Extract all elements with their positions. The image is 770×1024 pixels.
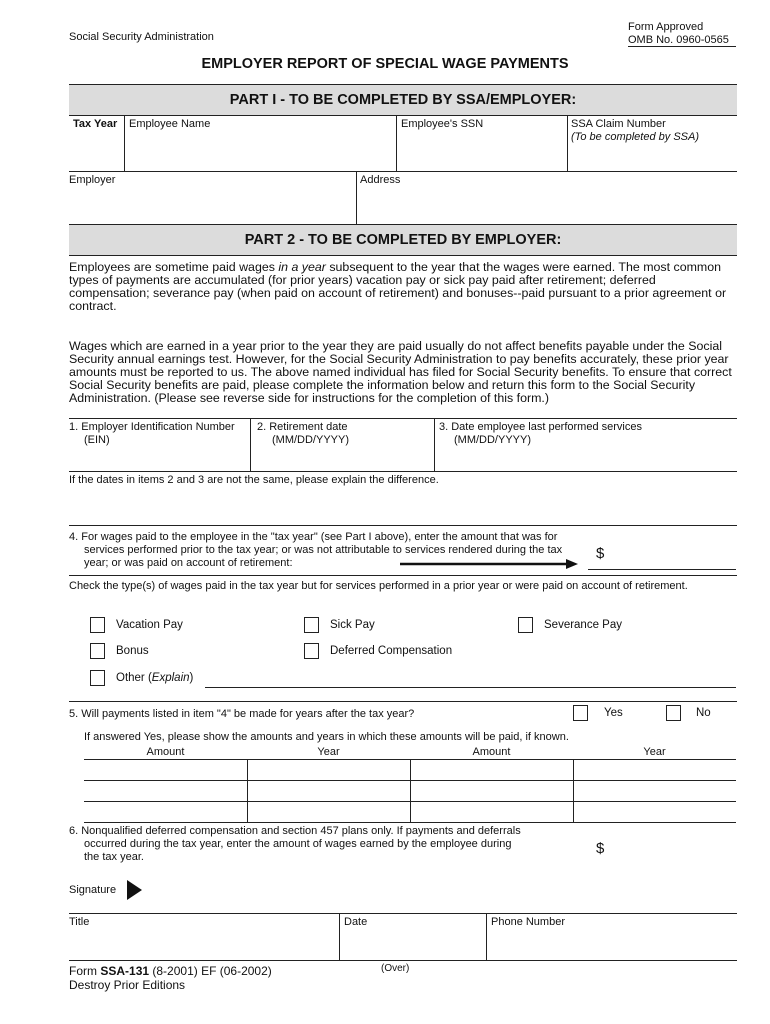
item3-sublabel: (MM/DD/YYYY) bbox=[454, 434, 531, 446]
vacation-pay-checkbox[interactable] bbox=[90, 617, 105, 633]
column-header-year: Year bbox=[643, 746, 666, 758]
over-note: (Over) bbox=[381, 963, 410, 974]
if-yes-label: If answered Yes, please show the amounts and years in which these amounts will be paid, if known. bbox=[84, 731, 569, 743]
claim-number-note: (To be completed by SSA) bbox=[571, 131, 699, 143]
employee-ssn-label: Employee's SSN bbox=[401, 118, 484, 130]
last-service-date-field[interactable] bbox=[435, 446, 737, 470]
address-label: Address bbox=[360, 174, 401, 186]
item1-sublabel: (EIN) bbox=[84, 434, 110, 446]
item6-label-line3: the tax year. bbox=[84, 851, 144, 863]
explain-field[interactable] bbox=[69, 488, 737, 524]
instruction-paragraph: Wages which are earned in a year prior to the year they are paid usually do not affect benefits payable under the Social Security annual earnings test. However, for the Social Security Administration to pay benefits accurately, these prior year amounts must be reported to us. The above named individual has filed for Social Security benefits. To ensure that correct Social Security benefits are paid, please complete the information below and return this form to the Social Security Administration. (Please see reverse side for instructions for the completion of this form.) bbox=[69, 339, 732, 405]
bonus-label: Bonus bbox=[116, 645, 149, 657]
amount-cell-2[interactable] bbox=[411, 760, 573, 822]
column-header-year: Year bbox=[317, 746, 340, 758]
part1-heading: PART I - TO BE COMPLETED BY SSA/EMPLOYER: bbox=[69, 84, 737, 116]
phone-field[interactable] bbox=[487, 930, 736, 958]
sick-pay-checkbox[interactable] bbox=[304, 617, 319, 633]
date-field[interactable] bbox=[340, 930, 486, 958]
signature-field[interactable] bbox=[150, 876, 736, 912]
item4-label-line3: year; or was paid on account of retirement: bbox=[84, 557, 293, 569]
vacation-pay-label: Vacation Pay bbox=[116, 619, 183, 631]
date-label: Date bbox=[344, 916, 368, 928]
amount-cell-1[interactable] bbox=[84, 760, 247, 822]
form-approved: Form Approved bbox=[628, 21, 704, 33]
omb-number: OMB No. 0960-0565 bbox=[628, 34, 729, 46]
column-header-amount: Amount bbox=[472, 746, 511, 758]
arrow-right-icon bbox=[400, 558, 580, 570]
retirement-date-field[interactable] bbox=[251, 446, 434, 470]
employer-label: Employer bbox=[69, 174, 116, 186]
claim-number-label: SSA Claim Number bbox=[571, 118, 666, 130]
other-label: Other (Explain) bbox=[116, 672, 194, 684]
column-header-amount: Amount bbox=[146, 746, 185, 758]
item6-dollar-sign: $ bbox=[596, 840, 605, 857]
ein-field[interactable] bbox=[69, 446, 250, 470]
item6-amount-field[interactable] bbox=[610, 842, 736, 862]
tax-year-label: Tax Year bbox=[73, 118, 118, 130]
item5-label: 5. Will payments listed in item "4" be made for years after the tax year? bbox=[69, 708, 415, 720]
other-explain-field[interactable] bbox=[205, 670, 736, 688]
no-checkbox[interactable] bbox=[666, 705, 681, 721]
employee-name-label: Employee Name bbox=[129, 118, 211, 130]
yes-label: Yes bbox=[604, 707, 623, 719]
title-label: Title bbox=[69, 916, 90, 928]
deferred-compensation-checkbox[interactable] bbox=[304, 643, 319, 659]
item6-label-line2: occurred during the tax year, enter the amount of wages earned by the employee during bbox=[84, 838, 512, 850]
sick-pay-label: Sick Pay bbox=[330, 619, 375, 631]
severance-pay-label: Severance Pay bbox=[544, 619, 622, 631]
item3-label: 3. Date employee last performed services bbox=[439, 421, 642, 433]
check-types-label: Check the type(s) of wages paid in the tax year but for services performed in a prior year or were paid on account of retirement. bbox=[69, 580, 688, 592]
item4-amount-field[interactable] bbox=[610, 548, 736, 568]
no-label: No bbox=[696, 707, 711, 719]
item4-label-line1: 4. For wages paid to the employee in the "tax year" (see Part I above), enter the amount that was for bbox=[69, 531, 558, 543]
signature-label: Signature bbox=[69, 884, 117, 896]
intro-paragraph: Employees are sometime paid wages in a year subsequent to the year that the wages were earned. The most common types of payments are accumulated (for prior years) vacation pay or sick pay paid after retirement; deferred compensation; severance pay (when paid on account of retirement) and bonuses--paid pursuant to a prior agreement or contract. bbox=[69, 260, 727, 313]
item4-label-line2: services performed prior to the tax year; or was not attributable to services rendered during the tax bbox=[84, 544, 563, 556]
yes-checkbox[interactable] bbox=[573, 705, 588, 721]
address-field[interactable] bbox=[357, 172, 737, 224]
destroy-note: Destroy Prior Editions bbox=[69, 978, 186, 992]
item2-sublabel: (MM/DD/YYYY) bbox=[272, 434, 349, 446]
other-checkbox[interactable] bbox=[90, 670, 105, 686]
year-cell-2[interactable] bbox=[574, 760, 736, 822]
explain-label: If the dates in items 2 and 3 are not the same, please explain the difference. bbox=[69, 474, 439, 486]
item1-label: 1. Employer Identification Number bbox=[69, 421, 235, 433]
part2-heading: PART 2 - TO BE COMPLETED BY EMPLOYER: bbox=[69, 224, 737, 256]
item6-label-line1: 6. Nonqualified deferred compensation and section 457 plans only. If payments and deferrals bbox=[69, 825, 521, 837]
year-cell-1[interactable] bbox=[248, 760, 410, 822]
signature-arrow-icon bbox=[127, 880, 143, 900]
agency-name: Social Security Administration bbox=[69, 31, 214, 43]
phone-label: Phone Number bbox=[491, 916, 565, 928]
form-number: Form SSA-131 (8-2001) EF (06-2002) bbox=[69, 964, 272, 978]
form-title: EMPLOYER REPORT OF SPECIAL WAGE PAYMENTS bbox=[201, 56, 569, 72]
bonus-checkbox[interactable] bbox=[90, 643, 105, 659]
item4-dollar-sign: $ bbox=[596, 545, 605, 562]
severance-pay-checkbox[interactable] bbox=[518, 617, 533, 633]
title-field[interactable] bbox=[69, 930, 339, 958]
item2-label: 2. Retirement date bbox=[257, 421, 348, 433]
deferred-compensation-label: Deferred Compensation bbox=[330, 645, 453, 657]
